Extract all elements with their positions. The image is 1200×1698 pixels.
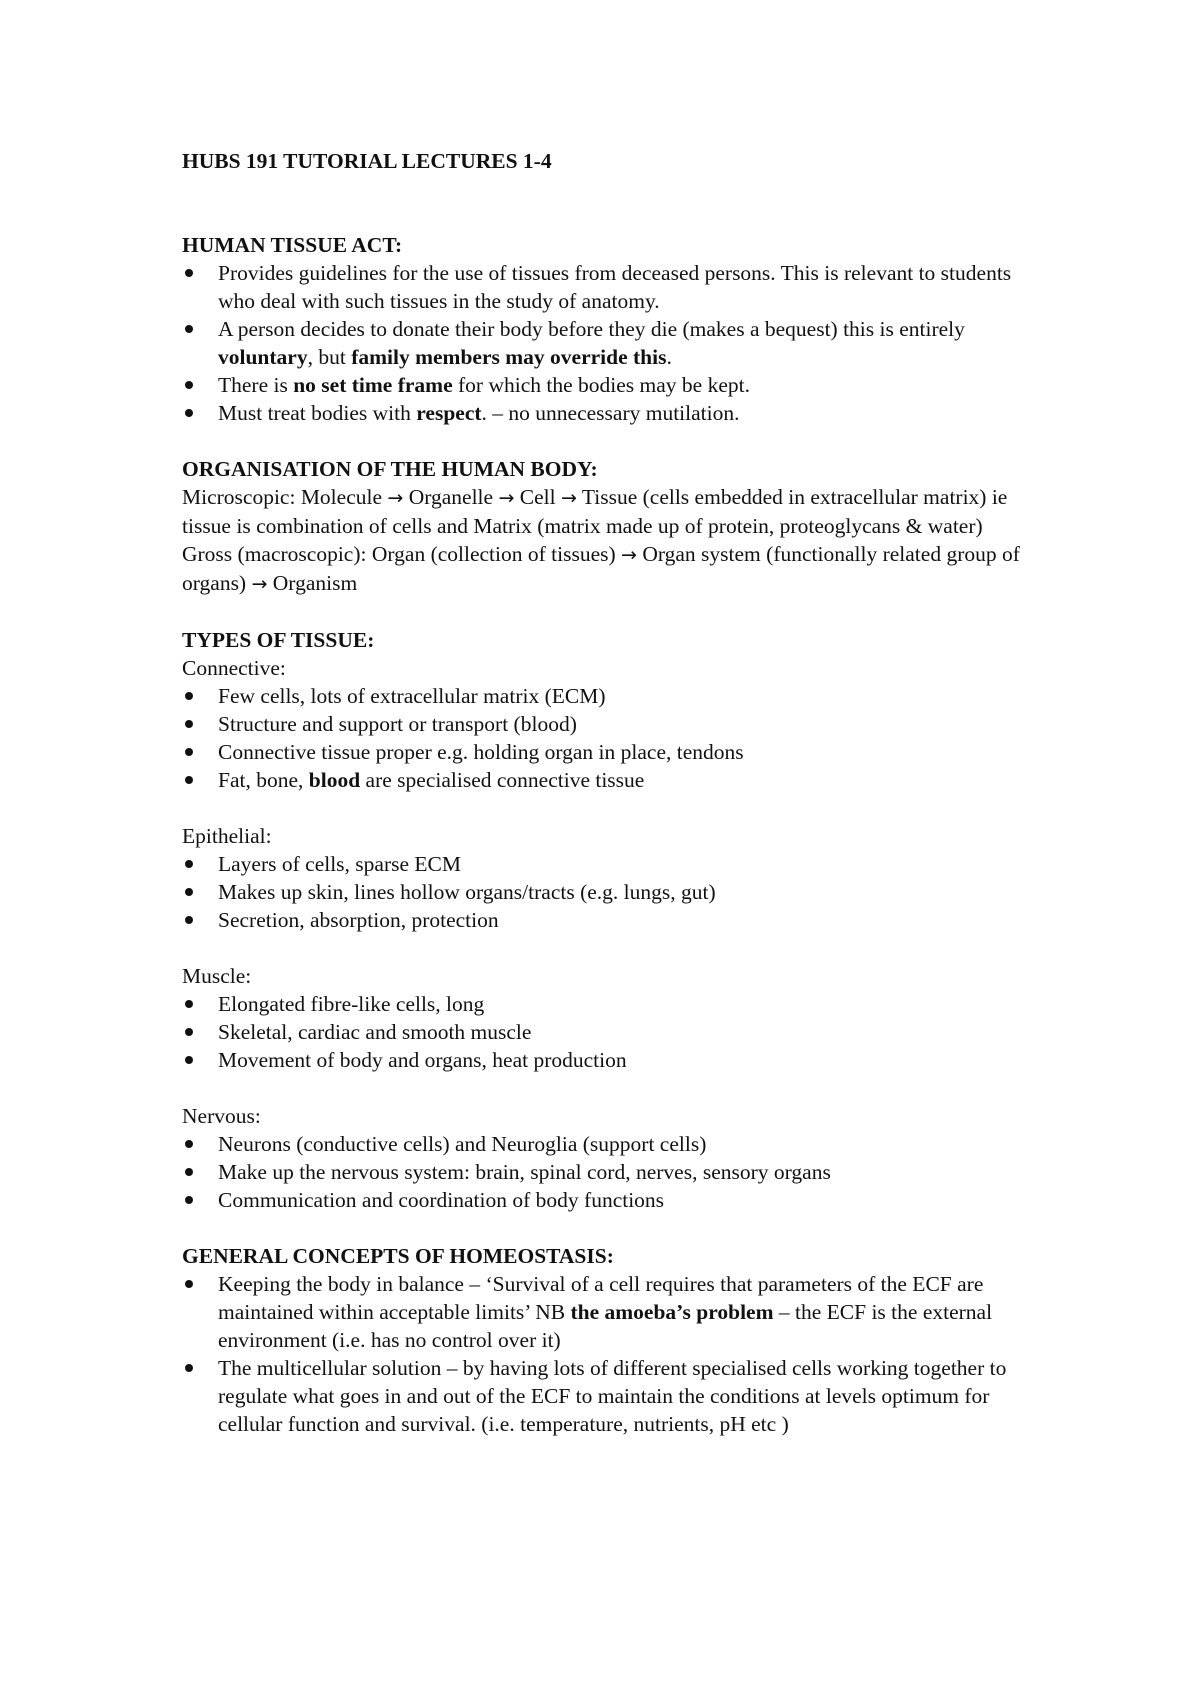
list-item: Layers of cells, sparse ECM	[182, 850, 1042, 878]
list-item: Secretion, absorption, protection	[182, 906, 1042, 934]
section-epithelial	[182, 822, 1042, 934]
bullet-icon	[185, 720, 193, 728]
bullet-icon	[185, 916, 193, 924]
section-types-of-tissue	[182, 626, 1042, 794]
gross-paragraph: Gross (macroscopic): Organ (collection of tissues) → Organ system (functionally related group of organs) → Organism	[182, 542, 1020, 595]
list-item: The multicellular solution – by having lots of different specialised cells working together to regulate what goes in and out of the ECF to maintain the conditions at levels optimum for cellular function and survival. (i.e. temperature, nutrients, pH etc )	[182, 1354, 1042, 1438]
list-item: A person decides to donate their body before they die (makes a bequest) this is entirely voluntary, but family members may override this.	[182, 315, 1042, 371]
list-item: Movement of body and organs, heat production	[182, 1046, 1042, 1074]
bullet-icon	[185, 1028, 193, 1036]
arrow-right-icon: →	[387, 487, 404, 509]
list-item: Neurons (conductive cells) and Neuroglia (support cells)	[182, 1130, 1042, 1158]
bullet-icon	[185, 860, 193, 868]
bullet-icon	[185, 409, 193, 417]
bullet-icon	[185, 1168, 193, 1176]
muscle-list	[182, 990, 1042, 1074]
bullet-icon	[185, 1000, 193, 1008]
list-item: Fat, bone, blood are specialised connective tissue	[182, 766, 1042, 794]
connective-label: Connective:	[182, 656, 286, 680]
section-homeostasis	[182, 1242, 1042, 1438]
bullet-icon	[185, 381, 193, 389]
connective-list	[182, 682, 1042, 794]
bullet-icon	[185, 888, 193, 896]
arrow-right-icon: →	[251, 573, 268, 595]
list-item: Must treat bodies with respect. – no unnecessary mutilation.	[182, 399, 1042, 427]
list-item: Keeping the body in balance – ‘Survival of a cell requires that parameters of the ECF are maintained within acceptable limits’ NB the amoeba’s problem – the ECF is the external environment (i.e. has no control over it)	[182, 1270, 1042, 1354]
bullet-icon	[185, 776, 193, 784]
list-item: Elongated fibre-like cells, long	[182, 990, 1042, 1018]
section-nervous	[182, 1102, 1042, 1214]
microscopic-paragraph: Microscopic: Molecule → Organelle → Cell → Tissue (cells embedded in extracellular matrix) ie tissue is combination of cells and Matrix (matrix made up of protein, proteoglycans & water)	[182, 485, 1008, 538]
bullet-icon	[185, 748, 193, 756]
epithelial-label: Epithelial:	[182, 824, 272, 848]
homeostasis-list	[182, 1270, 1042, 1438]
bullet-icon	[185, 1196, 193, 1204]
list-item: Few cells, lots of extracellular matrix (ECM)	[182, 682, 1042, 710]
nervous-list	[182, 1130, 1042, 1214]
bullet-icon	[185, 1280, 193, 1288]
list-item: Make up the nervous system: brain, spinal cord, nerves, sensory organs	[182, 1158, 1042, 1186]
bullet-icon	[185, 325, 193, 333]
bullet-icon	[185, 1056, 193, 1064]
list-item: Communication and coordination of body functions	[182, 1186, 1042, 1214]
heading-human-tissue-act: HUMAN TISSUE ACT:	[182, 233, 403, 257]
heading-types-of-tissue: TYPES OF TISSUE:	[182, 628, 375, 652]
tissue-act-list	[182, 259, 1042, 427]
list-item: Connective tissue proper e.g. holding organ in place, tendons	[182, 738, 1042, 766]
bullet-icon	[185, 269, 193, 277]
section-muscle	[182, 962, 1042, 1074]
list-item: There is no set time frame for which the bodies may be kept.	[182, 371, 1042, 399]
bullet-icon	[185, 1140, 193, 1148]
list-item: Skeletal, cardiac and smooth muscle	[182, 1018, 1042, 1046]
arrow-right-icon: →	[498, 487, 515, 509]
heading-homeostasis: GENERAL CONCEPTS OF HOMEOSTASIS:	[182, 1244, 614, 1268]
list-item: Makes up skin, lines hollow organs/tracts (e.g. lungs, gut)	[182, 878, 1042, 906]
muscle-label: Muscle:	[182, 964, 252, 988]
epithelial-list	[182, 850, 1042, 934]
bullet-icon	[185, 1364, 193, 1372]
document-title: HUBS 191 TUTORIAL LECTURES 1-4	[182, 149, 552, 173]
heading-organisation: ORGANISATION OF THE HUMAN BODY:	[182, 457, 598, 481]
nervous-label: Nervous:	[182, 1104, 261, 1128]
section-organisation	[182, 455, 1042, 598]
arrow-right-icon: →	[621, 544, 637, 566]
bullet-icon	[185, 692, 193, 700]
list-item: Provides guidelines for the use of tissues from deceased persons. This is relevant to students who deal with such tissues in the study of anatomy.	[182, 259, 1042, 315]
list-item: Structure and support or transport (blood)	[182, 710, 1042, 738]
document-body	[182, 147, 1042, 1466]
arrow-right-icon: →	[560, 487, 577, 509]
section-human-tissue-act	[182, 231, 1042, 427]
